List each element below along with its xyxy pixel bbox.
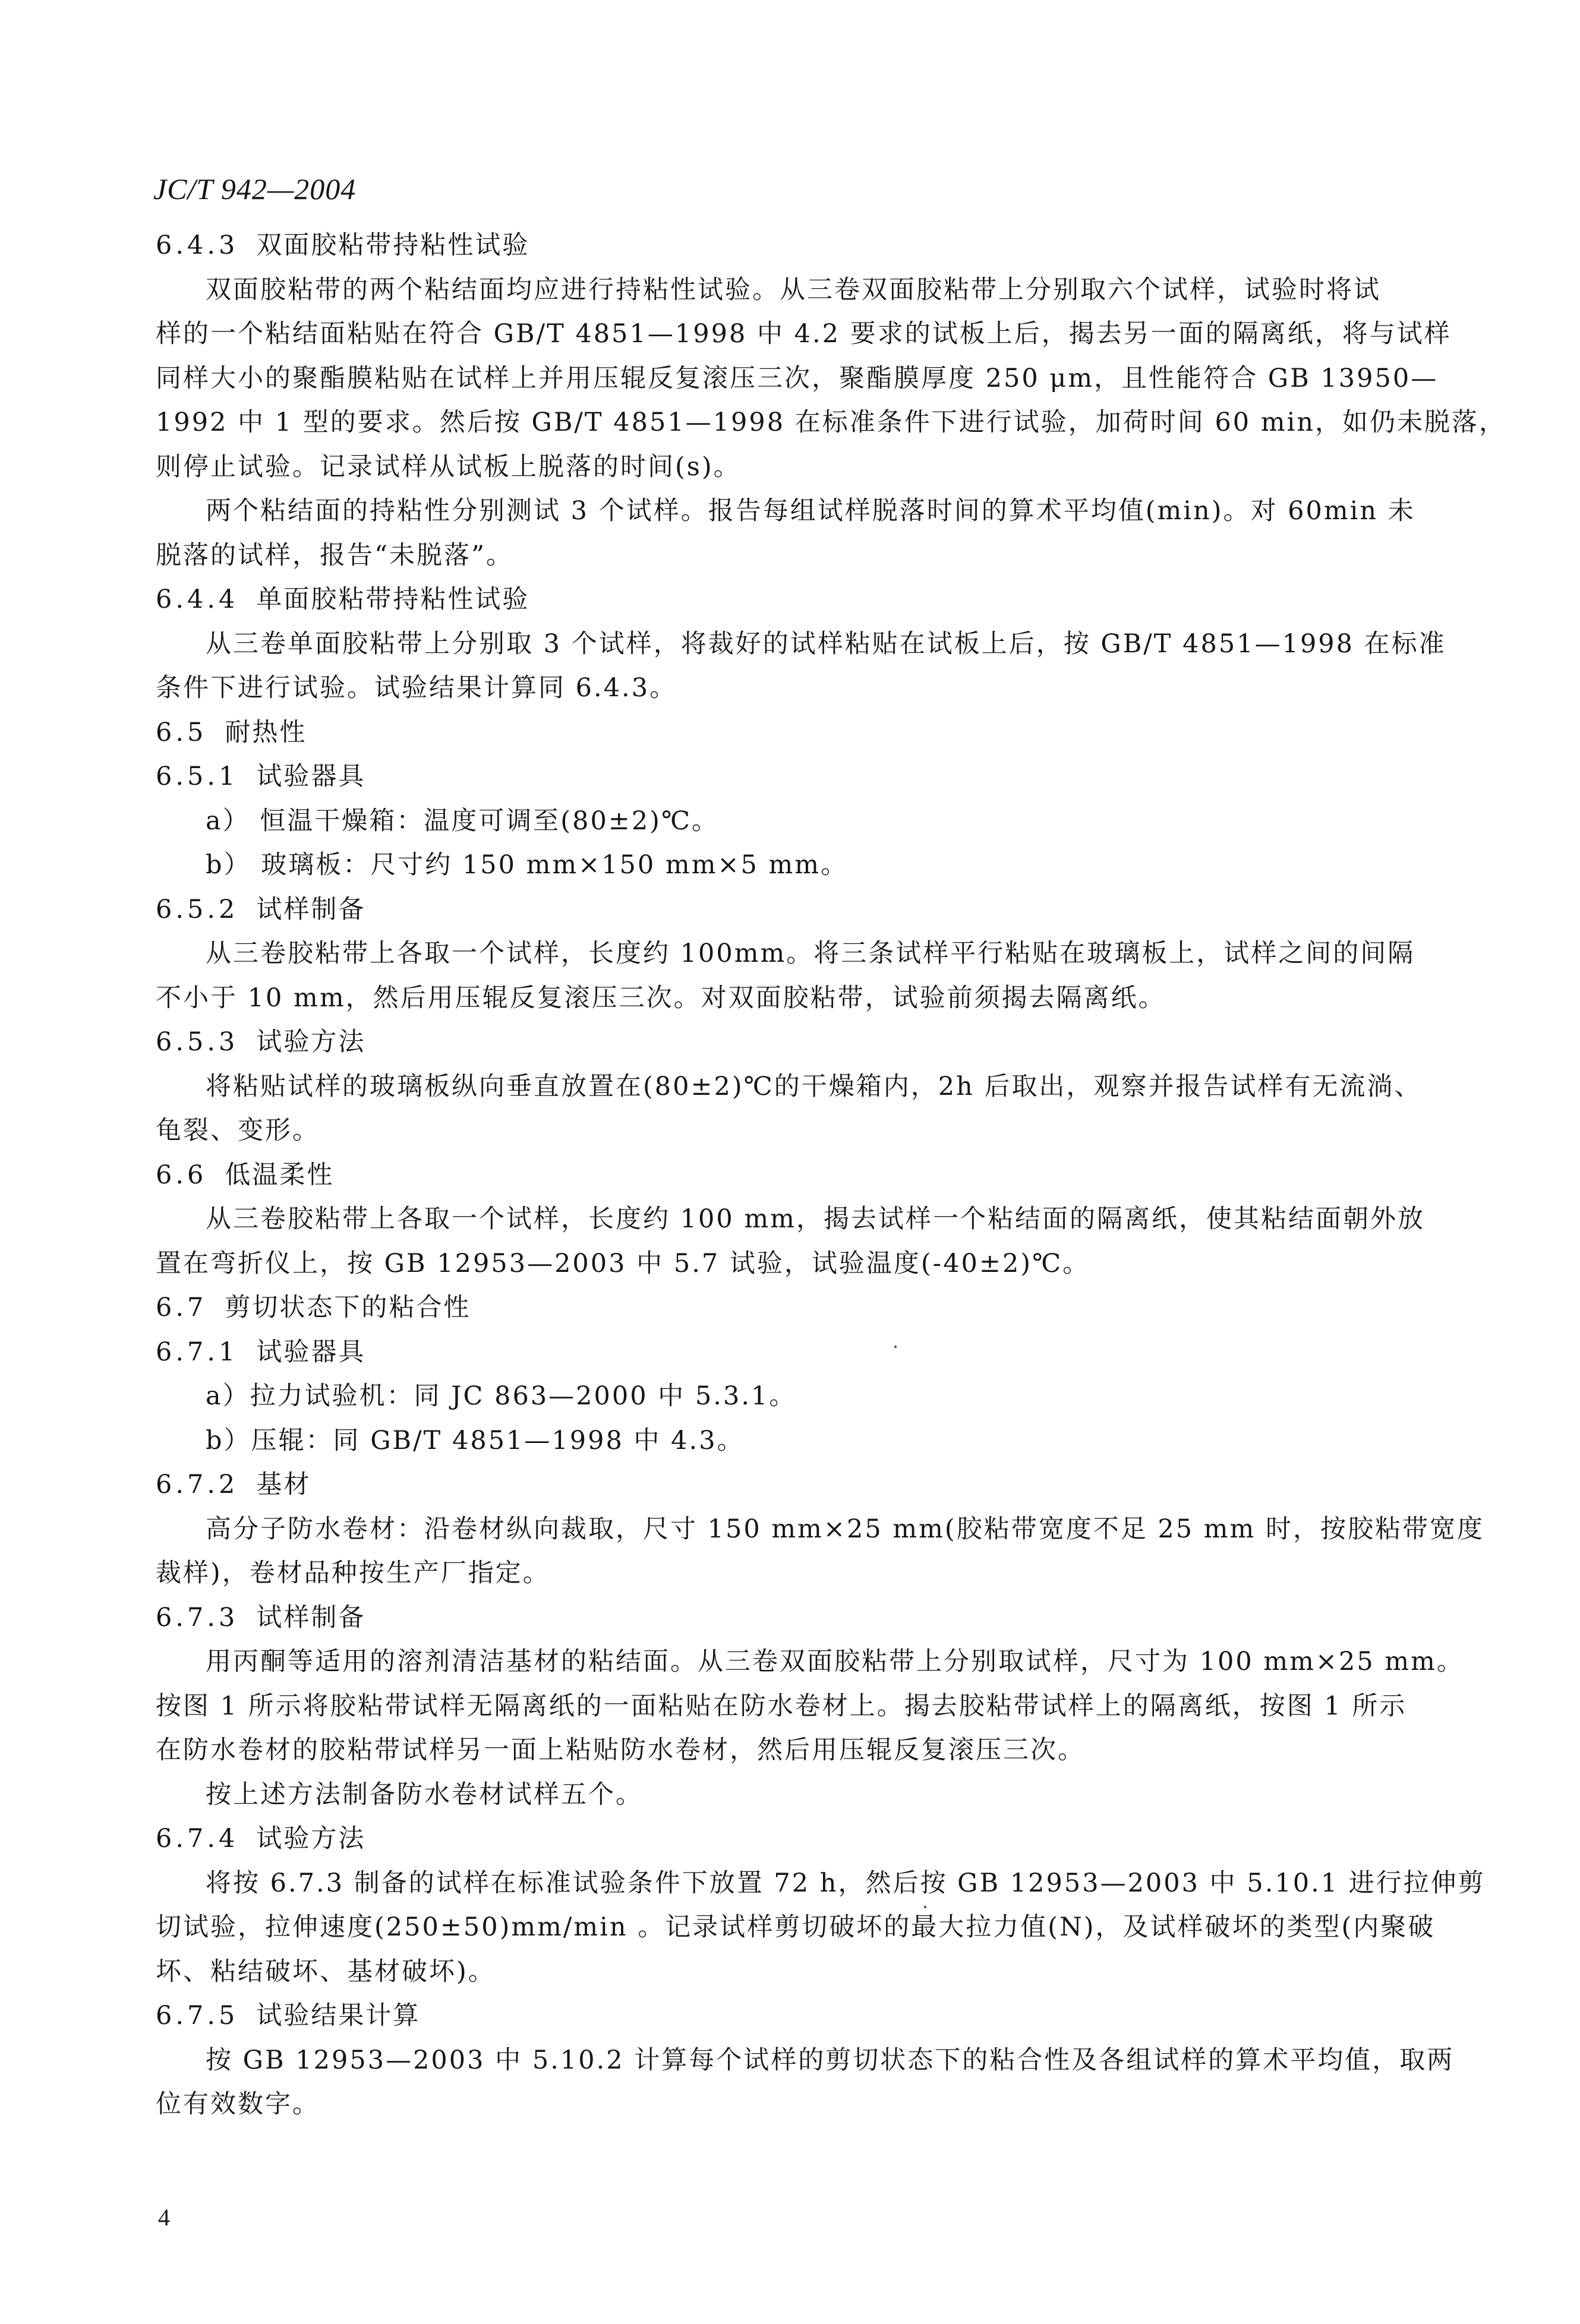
line-text: 坏、粘结破坏、基材破坏)。 <box>156 1956 496 1987</box>
list-item <box>156 1419 1427 1463</box>
section-number: 6.7.1 <box>156 1337 239 1367</box>
line-text: b） 玻璃板：尺寸约 150 mm×150 mm×5 mm。 <box>206 850 849 880</box>
paragraph-line <box>156 622 1446 667</box>
section-heading <box>156 1596 1427 1640</box>
paragraph-line <box>156 356 1439 401</box>
section-heading <box>156 754 1427 799</box>
document-body <box>156 223 1507 2127</box>
scan-speck <box>924 1906 926 1908</box>
paragraph-line <box>156 1773 1427 1817</box>
line-text: 将按 6.7.3 制备的试样在标准试验条件下放置 72 h，然后按 GB 12953—2003 中 5.10.1 进行拉伸剪 <box>206 1868 1486 1898</box>
line-text: 按图 1 所示将胶粘带试样无隔离纸的一面粘贴在防水卷材上。揭去胶粘带试样上的隔离纸，按图 1 所示 <box>156 1691 1407 1721</box>
section-heading <box>156 1020 1427 1065</box>
line-text: 则停止试验。记录试样从试板上脱落的时间(s)。 <box>156 451 741 482</box>
section-number: 6.7.3 <box>156 1602 239 1633</box>
paragraph-line <box>156 400 1507 445</box>
section-heading <box>156 1153 1427 1198</box>
line-text: 条件下进行试验。试验结果计算同 6.4.3。 <box>156 673 677 703</box>
line-text: 从三卷胶粘带上各取一个试样，长度约 100 mm，揭去试样一个粘结面的隔离纸，使其粘结面朝外放 <box>206 1204 1425 1234</box>
line-text: 置在弯折仪上，按 GB 12953—2003 中 5.7 试验，试验温度(-40±2)℃。 <box>156 1248 1090 1278</box>
paragraph-line <box>156 533 1427 578</box>
paragraph-line <box>156 1640 1464 1684</box>
paragraph-line <box>156 1065 1427 1109</box>
section-number: 6.5.2 <box>156 894 239 924</box>
line-text: 两个粘结面的持粘性分别测试 3 个试样。报告每组试样脱落时间的算术平均值(min)。对 60min 未 <box>206 496 1415 526</box>
section-heading <box>156 888 1427 932</box>
paragraph-line <box>156 445 1427 490</box>
paragraph-line <box>156 1507 1484 1552</box>
paragraph-line <box>156 932 1427 976</box>
section-number: 6.5.1 <box>156 762 239 791</box>
section-title: 单面胶粘带持粘性试验 <box>256 585 530 614</box>
paragraph-line <box>156 1728 1427 1773</box>
section-number: 6.7.5 <box>156 2001 239 2031</box>
line-text: 用丙酮等适用的溶剂清洁基材的粘结面。从三卷双面胶粘带上分别取试样，尺寸为 100 mm×25 mm。 <box>206 1647 1464 1676</box>
section-number: 6.5.3 <box>156 1027 239 1057</box>
section-title: 试样制备 <box>256 1602 366 1633</box>
line-text: 龟裂、变形。 <box>156 1116 320 1145</box>
section-heading <box>156 577 1427 622</box>
paragraph-line <box>156 2038 1455 2083</box>
line-text: 高分子防水卷材：沿卷材纵向裁取，尺寸 150 mm×25 mm(胶粘带宽度不足 25 mm 时，按胶粘带宽度 <box>206 1514 1484 1544</box>
line-text: 切试验，拉伸速度(250±50)mm/min 。记录试样剪切破坏的最大拉力值(N)，及试样破坏的类型(内聚破 <box>156 1912 1436 1942</box>
line-text: 不小于 10 mm，然后用压辊反复滚压三次。对双面胶粘带，试验前须揭去隔离纸。 <box>156 983 1166 1013</box>
section-heading <box>156 1286 1427 1330</box>
list-item <box>156 843 1427 888</box>
scan-speck <box>894 1346 897 1348</box>
section-number: 6.5 <box>156 717 207 747</box>
line-text: 脱落的试样，报告“未脱落”。 <box>156 540 513 570</box>
section-number: 6.7 <box>156 1293 207 1322</box>
line-text: 按 GB 12953—2003 中 5.10.2 计算每个试样的剪切状态下的粘合性及各组试样的算术平均值，取两 <box>206 2045 1455 2075</box>
section-title: 试验方法 <box>256 1027 366 1057</box>
section-title: 耐热性 <box>225 717 307 747</box>
paragraph-line <box>156 1684 1427 1729</box>
section-title: 低温柔性 <box>225 1160 335 1190</box>
paragraph-line <box>156 312 1452 356</box>
line-text: 从三卷胶粘带上各取一个试样，长度约 100mm。将三条试样平行粘贴在玻璃板上，试样之间的间隔 <box>206 939 1415 968</box>
line-text: a）拉力试验机：同 JC 863—2000 中 5.3.1。 <box>206 1381 797 1411</box>
section-number: 6.4.4 <box>156 585 239 614</box>
line-text: 样的一个粘结面粘贴在符合 GB/T 4851—1998 中 4.2 要求的试板上后，揭去另一面的隔离纸，将与试样 <box>156 319 1452 349</box>
paragraph-line <box>156 666 1427 711</box>
section-heading <box>156 1330 1427 1375</box>
line-text: 位有效数字。 <box>156 2089 320 2119</box>
paragraph-line <box>156 1197 1427 1242</box>
paragraph-line <box>156 1861 1486 1906</box>
section-heading <box>156 1817 1427 1861</box>
paragraph-line <box>156 1109 1427 1153</box>
paragraph-line <box>156 1950 1427 1994</box>
section-number: 6.4.3 <box>156 230 239 260</box>
section-title: 试验结果计算 <box>256 2001 421 2031</box>
section-number: 6.7.4 <box>156 1824 239 1853</box>
paragraph-line <box>156 268 1427 312</box>
line-text: 将粘贴试样的玻璃板纵向垂直放置在(80±2)℃的干燥箱内，2h 后取出，观察并报告试样有无流淌、 <box>206 1071 1422 1101</box>
section-title: 试验方法 <box>256 1824 366 1853</box>
section-title: 双面胶粘带持粘性试验 <box>256 230 530 260</box>
section-title: 剪切状态下的粘合性 <box>225 1293 471 1322</box>
line-text: a） 恒温干燥箱：温度可调至(80±2)℃。 <box>206 806 720 836</box>
paragraph-line <box>156 1242 1427 1286</box>
page-number: 4 <box>158 2204 170 2231</box>
line-text: 按上述方法制备防水卷材试样五个。 <box>206 1779 643 1810</box>
paragraph-line <box>156 1905 1436 1950</box>
section-title: 试样制备 <box>256 894 366 924</box>
line-text: 裁样)，卷材品种按生产厂指定。 <box>156 1558 550 1588</box>
section-heading <box>156 1463 1427 1507</box>
line-text: b）压辊：同 GB/T 4851—1998 中 4.3。 <box>206 1425 745 1455</box>
list-item <box>156 799 1427 844</box>
paragraph-line <box>156 489 1427 533</box>
section-number: 6.7.2 <box>156 1470 239 1499</box>
section-heading <box>156 223 1427 268</box>
section-heading <box>156 1994 1427 2038</box>
line-text: 双面胶粘带的两个粘结面均应进行持粘性试验。从三卷双面胶粘带上分别取六个试样，试验时将试 <box>206 274 1381 305</box>
document-header-id: JC/T 942—2004 <box>153 172 357 206</box>
section-number: 6.6 <box>156 1160 207 1190</box>
line-text: 1992 中 1 型的要求。然后按 GB/T 4851—1998 在标准条件下进行试验，加荷时间 60 min，如仍未脱落， <box>156 408 1507 437</box>
line-text: 在防水卷材的胶粘带试样另一面上粘贴防水卷材，然后用压辊反复滚压三次。 <box>156 1735 1085 1765</box>
list-item <box>156 1374 1427 1419</box>
section-title: 试验器具 <box>256 1337 366 1367</box>
line-text: 同样大小的聚酯膜粘贴在试样上并用压辊反复滚压三次，聚酯膜厚度 250 μm，且性能符合 GB 13950— <box>156 363 1439 393</box>
paragraph-line <box>156 2082 1427 2127</box>
paragraph-line <box>156 976 1427 1021</box>
section-heading <box>156 711 1427 755</box>
line-text: 从三卷单面胶粘带上分别取 3 个试样，将裁好的试样粘贴在试板上后，按 GB/T 4851—1998 在标准 <box>206 629 1446 659</box>
paragraph-line <box>156 1551 1427 1596</box>
section-title: 基材 <box>256 1470 311 1499</box>
section-title: 试验器具 <box>256 762 366 791</box>
